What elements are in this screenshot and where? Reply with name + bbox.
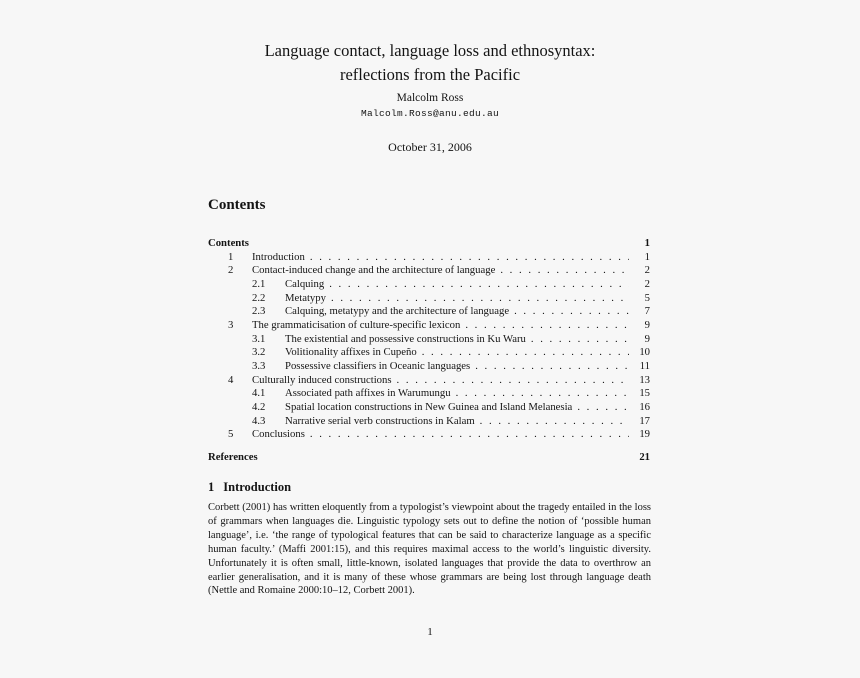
toc-dot-leader [577, 401, 629, 415]
toc-entry-number: 3 [228, 318, 234, 331]
toc-entry-contact-induced-change [208, 264, 650, 278]
toc-dot-leader [480, 415, 629, 429]
toc-entry-title: Spatial location constructions in New Guinea and Island Melanesia [285, 400, 573, 413]
toc-entry-page: 19 [639, 428, 650, 441]
toc-entry-title: Calquing [285, 277, 325, 290]
toc-entry-kalam [208, 415, 650, 429]
toc-entry-cupeno [208, 346, 650, 360]
author-name: Malcolm Ross [396, 92, 464, 104]
toc-entry-number: 4.1 [252, 387, 266, 400]
toc-dot-leader [514, 305, 629, 319]
document-date: October 31, 2006 [388, 140, 472, 154]
toc-entry-title: The existential and possessive constructions in Ku Waru [285, 332, 526, 345]
page-number: 1 [427, 626, 433, 638]
section-heading-introduction [208, 480, 291, 495]
author-email: Malcolm.Ross@anu.edu.au [360, 108, 500, 119]
document-title-line-1: Language contact, language loss and ethnosyntax: [264, 41, 596, 60]
toc-entry-title: Associated path affixes in Warumungu [285, 387, 451, 400]
toc-entry-title: Contact-induced change and the architecture of language [252, 264, 496, 277]
toc-entry-page: 2 [644, 264, 650, 277]
toc-dot-leader [310, 428, 629, 442]
toc-entry-number: 2.3 [252, 305, 266, 318]
toc-entry-page: 7 [644, 305, 650, 318]
contents-heading: Contents [208, 197, 266, 213]
toc-entry-title: References [208, 451, 258, 464]
document-title-line-2: reflections from the Pacific [339, 64, 521, 84]
toc-entry-page: 13 [639, 373, 650, 386]
toc-entry-number: 3.3 [252, 359, 266, 372]
toc-entry-title: Calquing, metatypy and the architecture of language [285, 305, 510, 318]
toc-dot-leader [397, 374, 629, 388]
toc-dot-leader [310, 251, 629, 265]
toc-dot-leader [456, 387, 629, 401]
toc-entry-title: Narrative serial verb constructions in Kalam [285, 414, 475, 427]
toc-entry-culturally-induced [208, 374, 650, 388]
toc-entry-title: Possessive classifiers in Oceanic languages [285, 359, 471, 372]
introduction-paragraph: Corbett (2001) has written eloquently from a typologist’s viewpoint about the tragedy entailed in the loss of grammars when languages die. Linguistic typology sets out to define the notion of ‘possible human language’, i.e. ‘the range of typological features that can be said to characterize language as a specific human faculty.’ (Maffi 2001:15), and this requires maximal access to the world’s linguistic diversity. Unfortunately it is often small, little-known, isolated languages that provide the data to overthrow an earlier generalisation, and it is many of these whose grammars are being lost through language death (Nettle and Romaine 2000:10–12, Corbett 2001). [208, 502, 651, 597]
toc-entry-number: 1 [228, 250, 234, 263]
section-number: 1 [208, 480, 215, 494]
toc-entry-page: 21 [639, 451, 650, 464]
toc-entry-calquing [208, 278, 650, 292]
toc-dot-leader [329, 278, 629, 292]
toc-entry-spatial-location [208, 401, 650, 415]
toc-entry-number: 3.2 [252, 346, 266, 359]
toc-entry-page: 15 [639, 387, 650, 400]
toc-entry-contents [208, 237, 650, 251]
toc-dot-leader [331, 292, 629, 306]
toc-entry-conclusions [208, 428, 650, 442]
document-title [0, 39, 860, 86]
toc-entry-page: 5 [644, 291, 650, 304]
toc-entry-title: Introduction [252, 250, 305, 263]
toc-entry-number: 4.3 [252, 414, 266, 427]
toc-entry-page: 1 [644, 237, 650, 249]
toc-entry-calquing-metatypy-architecture [208, 305, 650, 319]
toc-entry-title: Culturally induced constructions [252, 373, 392, 386]
toc-entry-page: 9 [644, 332, 650, 345]
toc-dot-leader [465, 319, 629, 333]
toc-entry-number: 2.2 [252, 291, 266, 304]
toc-entry-metatypy [208, 292, 650, 306]
toc-entry-page: 17 [639, 414, 650, 427]
toc-entry-number: 2.1 [252, 277, 266, 290]
toc-entry-page: 16 [639, 400, 650, 413]
toc-entry-number: 4 [228, 373, 234, 386]
toc-entry-grammaticisation [208, 319, 650, 333]
toc-entry-number: 3.1 [252, 332, 266, 345]
table-of-contents [208, 237, 650, 465]
toc-entry-warumungu [208, 387, 650, 401]
toc-entry-number: 2 [228, 264, 234, 277]
toc-entry-title: Metatypy [285, 291, 326, 304]
toc-dot-leader [422, 346, 629, 360]
toc-entry-page: 10 [639, 346, 650, 359]
toc-entry-page: 11 [639, 359, 650, 372]
toc-entry-references [208, 451, 650, 465]
toc-entry-number: 5 [228, 428, 234, 441]
toc-entry-introduction [208, 251, 650, 265]
toc-dot-leader [500, 264, 629, 278]
toc-entry-ku-waru [208, 333, 650, 347]
toc-entry-page: 9 [644, 318, 650, 331]
section-title: Introduction [223, 480, 292, 494]
toc-entry-title: Conclusions [252, 428, 305, 441]
toc-entry-title: The grammaticisation of culture-specific lexicon [252, 318, 461, 331]
toc-entry-number: 4.2 [252, 400, 266, 413]
toc-entry-title: Volitionality affixes in Cupeño [285, 346, 417, 359]
toc-dot-leader [475, 360, 629, 374]
toc-entry-possessive-classifiers [208, 360, 650, 374]
toc-entry-page: 1 [644, 250, 650, 263]
toc-entry-page: 2 [644, 277, 650, 290]
toc-entry-title: Contents [208, 237, 249, 249]
toc-dot-leader [531, 333, 629, 347]
